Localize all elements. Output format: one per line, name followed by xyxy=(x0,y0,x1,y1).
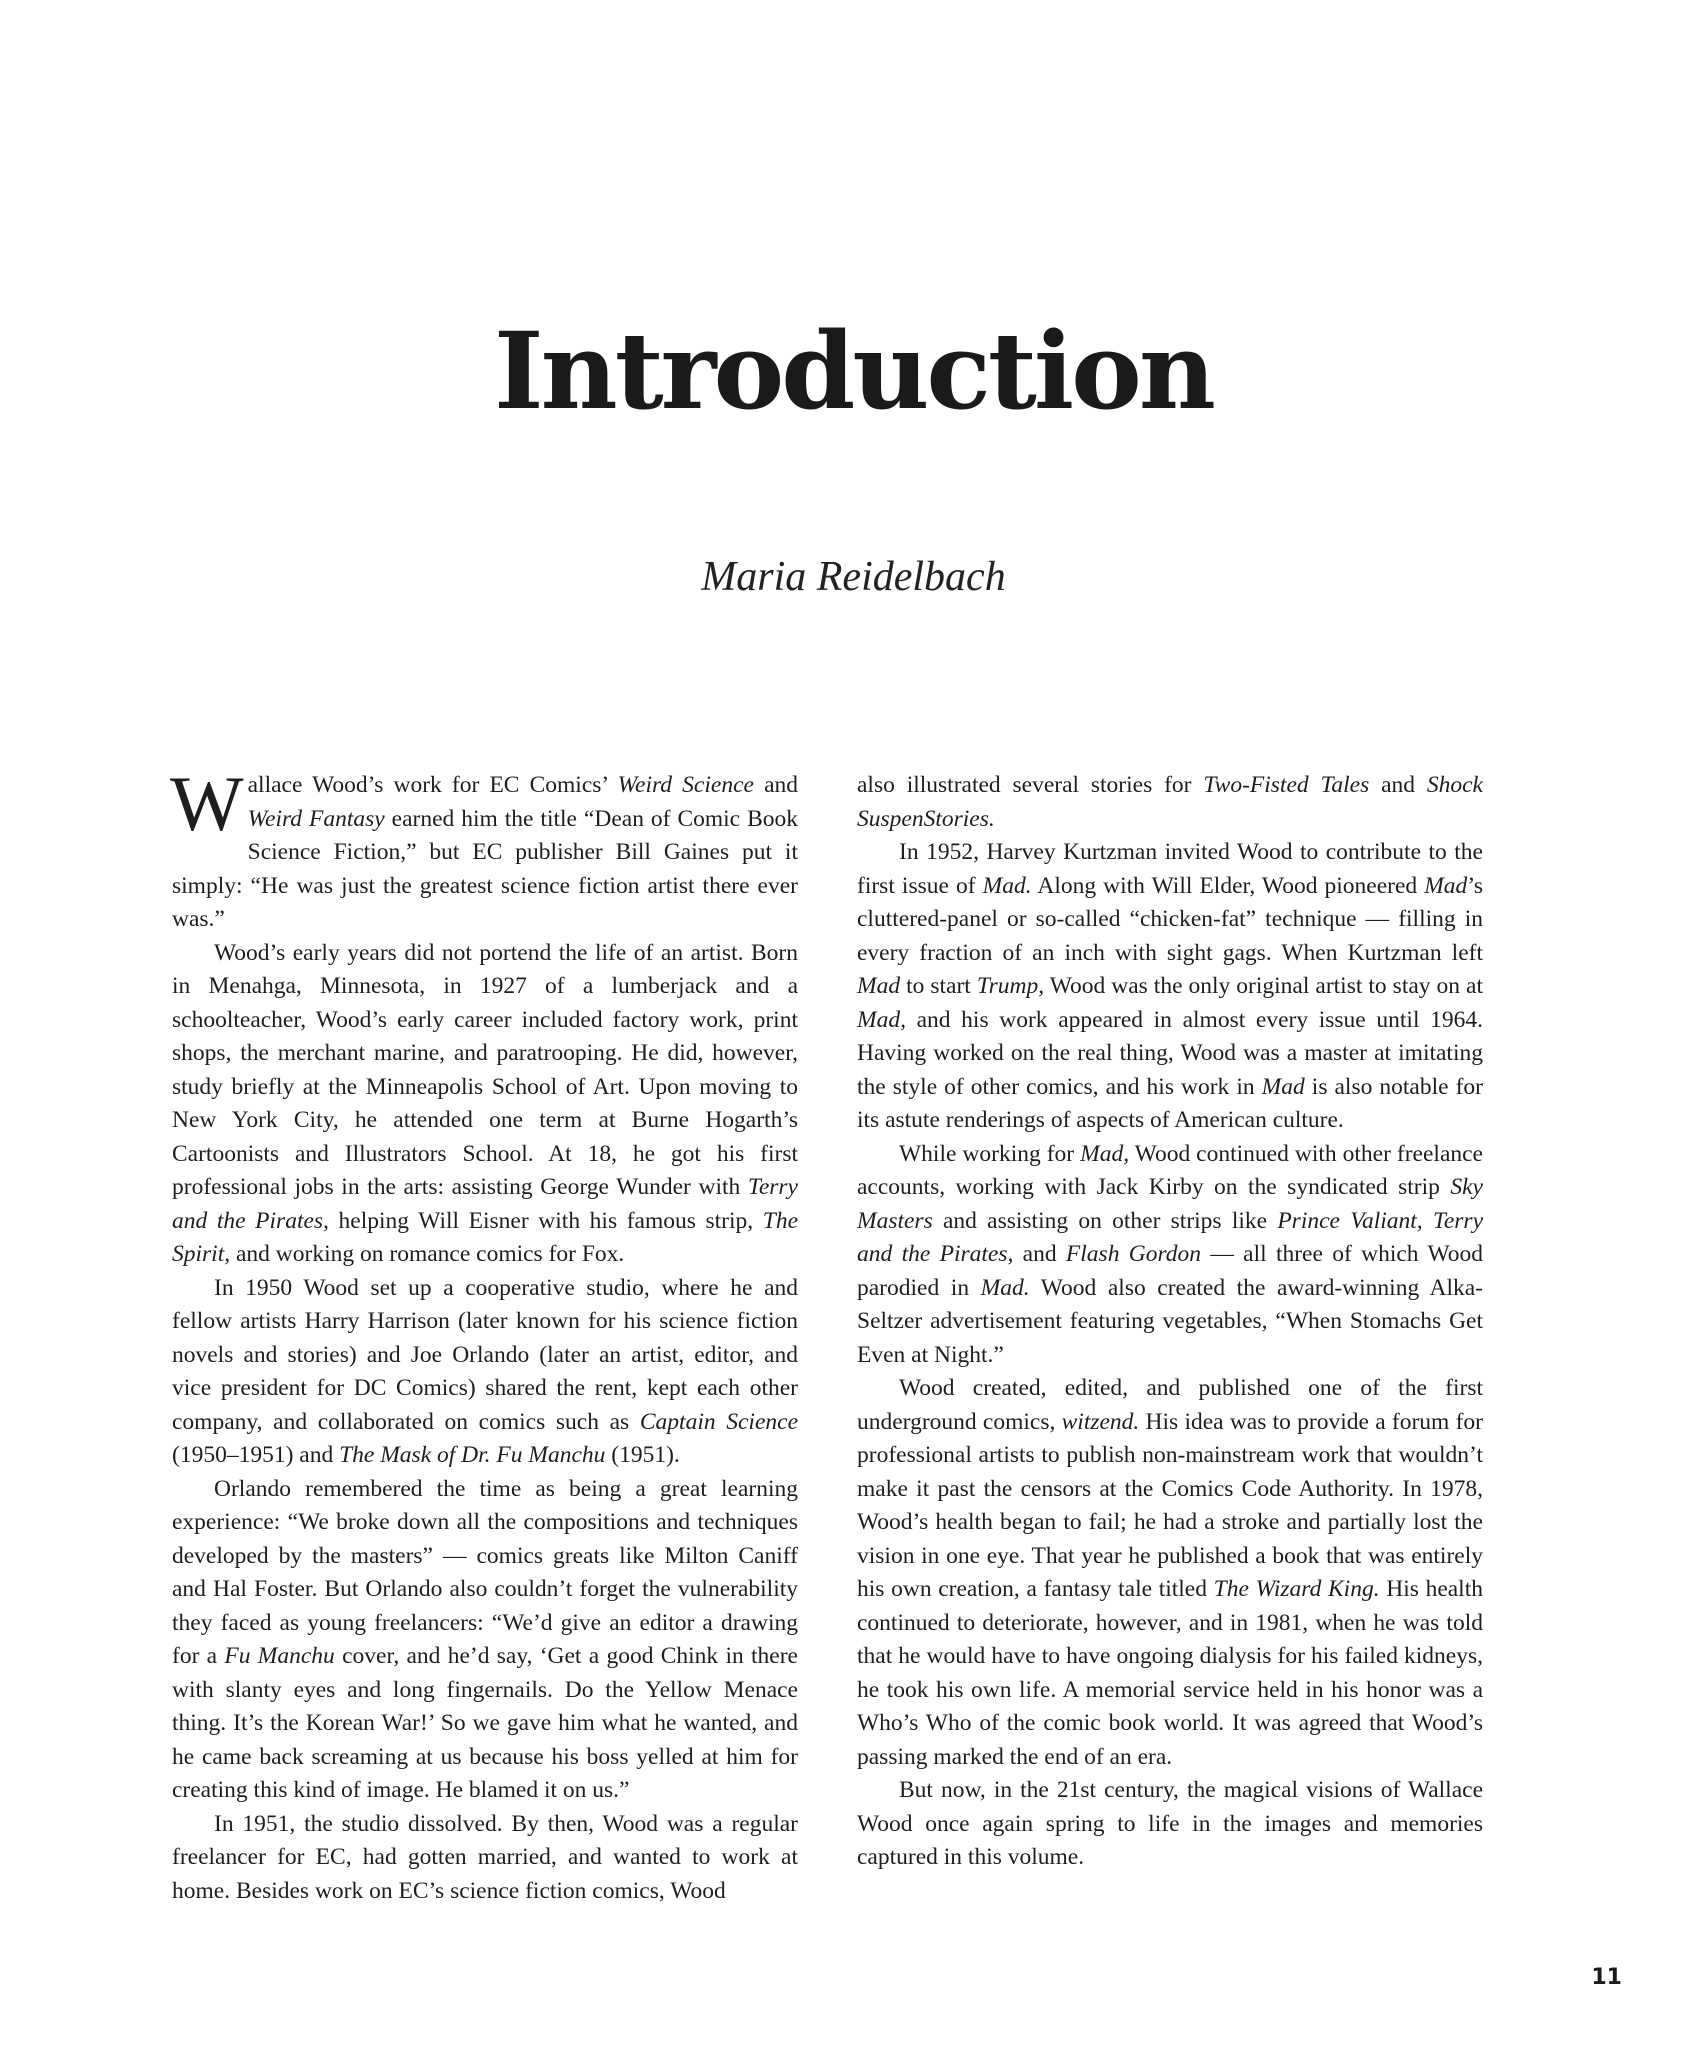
paragraph: In 1952, Harvey Kurtzman invited Wood to contribute to the first issue of Mad. Along with Will Elder, Wood pioneered Mad’s cluttered-panel or so-called “chicken-fat” technique — filling in every fraction of an inch with sight gags. When Kurtzman left Mad to start Trump, Wood was the only original artist to stay on at Mad, and his work appeared in almost every issue until 1964. Having worked on the real thing, Wood was a master at imitating the style of other comics, and his work in Mad is also notable for its astute renderings of aspects of American culture. xyxy=(857,839,1483,1133)
paragraph: also illustrated several stories for Two-Fisted Tales and Shock SuspenStories. xyxy=(857,772,1483,832)
paragraph: Wood created, edited, and published one of the first underground comics, witzend. His idea was to provide a forum for professional artists to publish non-mainstream work that wouldn’t make it past the censors at the Comics Code Authority. In 1978, Wood’s health began to fail; he had a stroke and partially lost the vision in one eye. That year he published a book that was entirely his own creation, a fantasy tale titled The Wizard King. His health continued to deteriorate, however, and in 1981, when he was told that he would have to have ongoing dialysis for his failed kidneys, he took his own life. A memorial service held in his honor was a Who’s Who of the comic book world. It was agreed that Wood’s passing marked the end of an era. xyxy=(857,1375,1483,1770)
author-name: Maria Reidelbach xyxy=(701,554,1006,600)
paragraph: In 1950 Wood set up a cooperative studio, where he and fellow artists Harry Harrison (later known for his science fiction novels and stories) and Joe Orlando (later an artist, editor, and vice president for DC Comics) shared the rent, kept each other company, and collaborated on comics such as Captain Science (1950–1951) and The Mask of Dr. Fu Manchu (1951). xyxy=(172,1274,798,1468)
paragraph: But now, in the 21st century, the magical visions of Wallace Wood once again spring to life in the images and memories captured in this volume. xyxy=(857,1777,1483,1870)
paragraph: Wood’s early years did not portend the life of an artist. Born in Menahga, Minnesota, in 1927 of a lumberjack and a schoolteacher, Wood’s early career included factory work, print shops, the merchant marine, and paratrooping. He did, however, study briefly at the Minneapolis School of Art. Upon moving to New York City, he attended one term at Burne Hogarth’s Cartoonists and Illustrators School. At 18, he got his first professional jobs in the arts: assisting George Wunder with Terry and the Pirates, helping Will Eisner with his famous strip, The Spirit, and working on romance comics for Fox. xyxy=(172,939,799,1267)
paragraph: While working for Mad, Wood continued with other freelance accounts, working with Jack Kirby on the syndicated strip Sky Masters and assisting on other strips like Prince Valiant, Terry and the Pirates, and Flash Gordon — all three of which Wood parodied in Mad. Wood also created the award-winning Alka-Seltzer advertisement featuring vegetables, “When Stomachs Get Even at Night.” xyxy=(857,1140,1483,1368)
page-number: 11 xyxy=(1591,1965,1622,1990)
paragraph: In 1951, the studio dissolved. By then, Wood was a regular freelancer for EC, had gotten married, and wanted to work at home. Besides work on EC’s science fiction comics, Wood xyxy=(172,1810,798,1904)
paragraph: Wallace Wood’s work for EC Comics’ Weird Science and Weird Fantasy earned him the title “Dean of Comic Book Science Fiction,” but EC publisher Bill Gaines put it simply: “He was just the greatest science fiction artist there ever was.” xyxy=(170,760,799,932)
left-column xyxy=(170,760,799,1908)
right-column xyxy=(857,769,1483,1875)
paragraph: Orlando remembered the time as being a great learning experience: “We broke down all the compositions and techniques developed by the masters” — comics greats like Milton Caniff and Hal Foster. But Orlando also couldn’t forget the vulnerability they faced as young freelancers: “We’d give an editor a drawing for a Fu Manchu cover, and he’d say, ‘Get a good Chink in there with slanty eyes and long fingernails. Do the Yellow Menace thing. It’s the Korean War!’ So we gave him what he wanted, and he came back screaming at us because his boss yelled at him for creating this kind of image. He blamed it on us.” xyxy=(172,1475,798,1803)
drop-cap: W xyxy=(170,760,244,847)
page-title: Introduction xyxy=(494,308,1213,433)
